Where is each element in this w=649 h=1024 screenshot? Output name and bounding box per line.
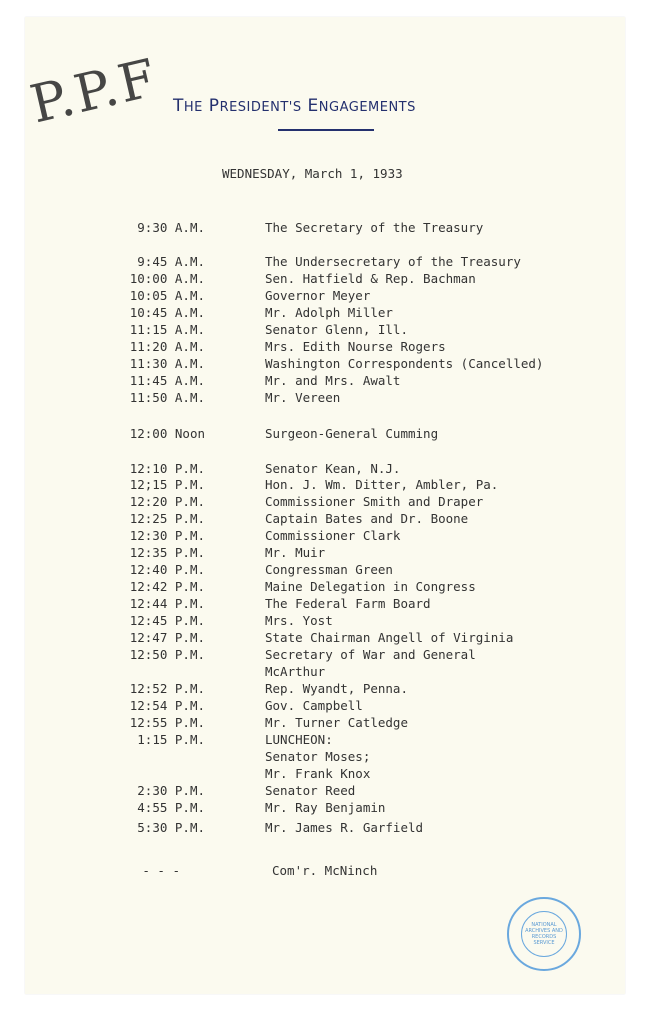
engagement-name: Gov. Campbell: [265, 698, 363, 713]
engagement-name: The Federal Farm Board: [265, 596, 431, 611]
engagement-name: Senator Kean, N.J.: [265, 461, 401, 476]
engagement-time: 12:30 P.M.: [129, 528, 205, 543]
engagement-name: Mrs. Edith Nourse Rogers: [265, 339, 446, 354]
seal-center: NATIONAL ARCHIVES AND RECORDS SERVICE: [521, 911, 567, 957]
engagement-time: 10:45 A.M.: [129, 305, 205, 320]
engagement-name: Captain Bates and Dr. Boone: [265, 511, 469, 526]
engagement-time: 9:30 A.M.: [137, 220, 205, 235]
engagement-time: 11:45 A.M.: [129, 373, 205, 388]
engagement-name: The Secretary of the Treasury: [265, 220, 484, 235]
engagement-time: 11:30 A.M.: [129, 356, 205, 371]
engagement-name: Rep. Wyandt, Penna.: [265, 681, 408, 696]
engagement-time: 12:52 P.M.: [129, 681, 205, 696]
title-underline: [278, 129, 374, 131]
engagement-name: Hon. J. Wm. Ditter, Ambler, Pa.: [265, 477, 499, 492]
engagement-time: 2:30 P.M.: [137, 783, 205, 798]
engagement-name: Commissioner Clark: [265, 528, 401, 543]
engagement-time: 11:20 A.M.: [129, 339, 205, 354]
engagement-name: Mr. Vereen: [265, 390, 341, 405]
engagement-name: Mr. Ray Benjamin: [265, 800, 386, 815]
engagement-time: 12;15 P.M.: [129, 477, 205, 492]
engagement-name: Com'r. McNinch: [272, 863, 378, 878]
engagement-time: 11:15 A.M.: [129, 322, 205, 337]
engagement-name: Mr. Adolph Miller: [265, 305, 393, 320]
engagement-time: 12:10 P.M.: [129, 461, 205, 476]
engagement-name: Secretary of War and General: [265, 647, 476, 662]
engagement-time: 11:50 A.M.: [129, 390, 205, 405]
engagement-time: 12:42 P.M.: [129, 579, 205, 594]
engagement-name: Governor Meyer: [265, 288, 371, 303]
document-date: WEDNESDAY, March 1, 1933: [222, 166, 403, 181]
engagement-time: 12:20 P.M.: [129, 494, 205, 509]
engagement-name: Maine Delegation in Congress: [265, 579, 476, 594]
engagement-time: 12:00 Noon: [129, 426, 205, 441]
engagement-name: Mr. Turner Catledge: [265, 715, 408, 730]
engagement-name: Mrs. Yost: [265, 613, 333, 628]
engagement-time: 12:45 P.M.: [129, 613, 205, 628]
engagement-time: 12:44 P.M.: [129, 596, 205, 611]
engagement-time: 10:05 A.M.: [129, 288, 205, 303]
engagement-name: Mr. James R. Garfield: [265, 820, 424, 835]
engagement-time: 9:45 A.M.: [137, 254, 205, 269]
engagement-name: LUNCHEON:: [265, 732, 333, 747]
document-title: THE PRESIDENT'S ENGAGEMENTS: [173, 96, 416, 116]
engagement-name: Mr. and Mrs. Awalt: [265, 373, 401, 388]
engagement-time: 1:15 P.M.: [137, 732, 205, 747]
engagement-name: Sen. Hatfield & Rep. Bachman: [265, 271, 476, 286]
engagement-time: 12:40 P.M.: [129, 562, 205, 577]
engagement-name: Mr. Frank Knox: [265, 766, 371, 781]
engagement-time: 12:25 P.M.: [129, 511, 205, 526]
engagement-name: Washington Correspondents (Cancelled): [265, 356, 544, 371]
engagement-name: McArthur: [265, 664, 326, 679]
engagement-name: The Undersecretary of the Treasury: [265, 254, 521, 269]
engagement-time: 10:00 A.M.: [129, 271, 205, 286]
ppf-stamp: P.P.F: [25, 48, 164, 136]
engagement-time: 12:35 P.M.: [129, 545, 205, 560]
engagement-time: 4:55 P.M.: [137, 800, 205, 815]
engagement-name: Congressman Green: [265, 562, 393, 577]
engagement-time: 12:50 P.M.: [129, 647, 205, 662]
archive-seal: [507, 897, 581, 971]
engagement-name: Senator Reed: [265, 783, 356, 798]
engagement-time: 12:55 P.M.: [129, 715, 205, 730]
engagement-name: Senator Glenn, Ill.: [265, 322, 408, 337]
engagement-name: Commissioner Smith and Draper: [265, 494, 484, 509]
engagement-name: Surgeon-General Cumming: [265, 426, 439, 441]
engagement-name: Senator Moses;: [265, 749, 371, 764]
engagement-name: Mr. Muir: [265, 545, 326, 560]
engagement-name: State Chairman Angell of Virginia: [265, 630, 514, 645]
engagement-time: 12:47 P.M.: [129, 630, 205, 645]
engagement-time: - - -: [142, 863, 180, 878]
engagement-time: 12:54 P.M.: [129, 698, 205, 713]
engagement-time: 5:30 P.M.: [137, 820, 205, 835]
